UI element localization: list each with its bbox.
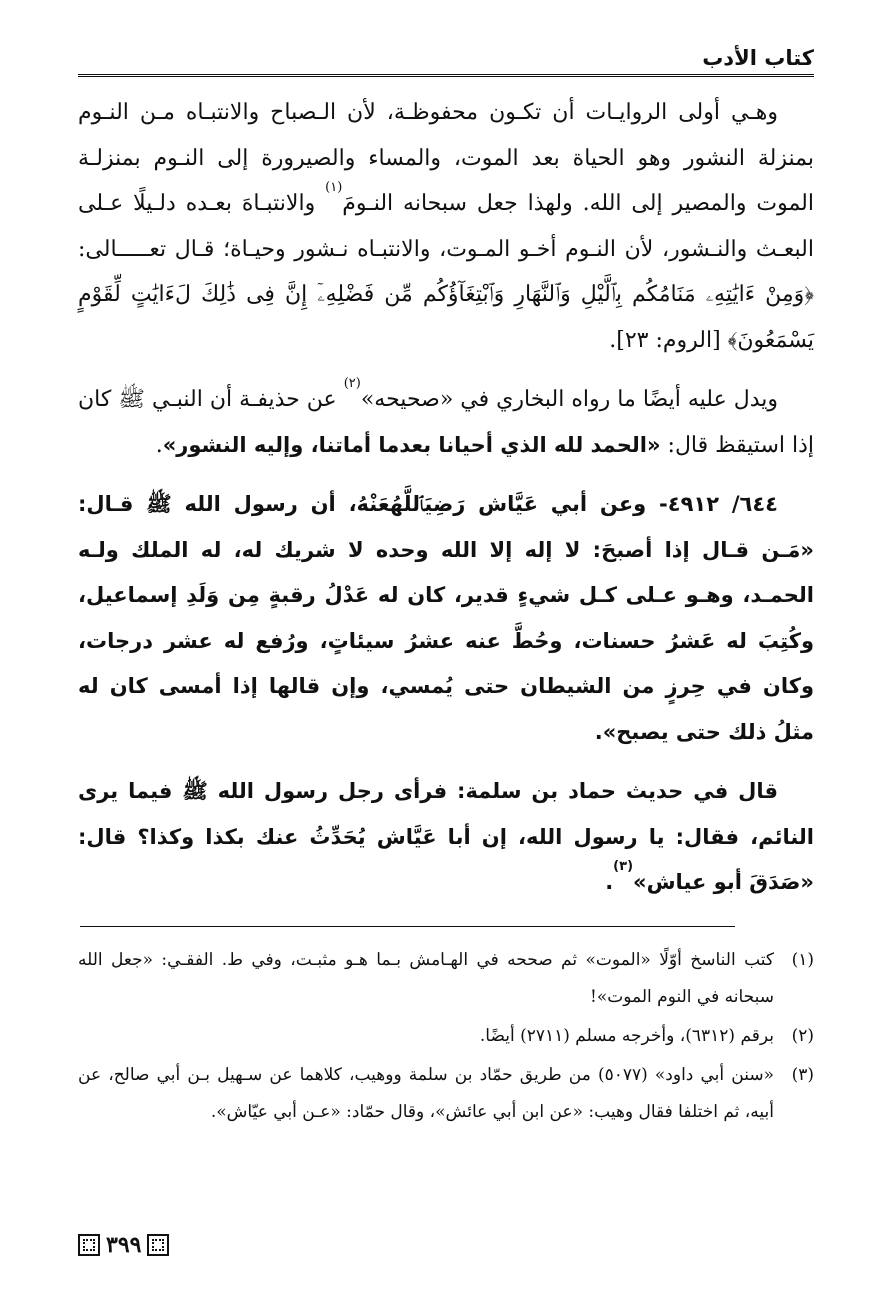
paragraph-1 (78, 90, 814, 363)
footnotes (78, 942, 814, 1133)
hadith-text: قال في حديث حماد بن سلمة: فرأى رجل رسول الله ﷺ فيما يرى النائم، فقال: يا رسول الله، إن أبا عَيَّاش يُحَدِّثُ عنك بكذا وكذا؟ قال: «صَدَقَ أبو عياش» (78, 779, 814, 894)
footnote-text: «سنن أبي داود» (٥٠٧٧) من طريق حمّاد بن سلمة ووهيب، كلاهما عن سـهيل بـن أبي صالح، عن أبيه، ثم اختلفا فقال وهيب: «عن ابن أبي عائش»، وقال حمّاد: «عـن أبي عيّاش». (78, 1065, 774, 1122)
footnote-text: برقم (٦٣١٢)، وأخرجه مسلم (٢٧١١) أيضًا. (479, 1026, 774, 1046)
footnote-3 (78, 1057, 814, 1131)
page-number (78, 1232, 169, 1258)
hadith-text: ٦٤٤/ ٤٩١٢- وعن أبي عَيَّاش رَضِيَٱللَّهُعَنْهُ، أن رسول الله ﷺ قـال: «مَـن قـال إذا أصبحَ: لا إله إلا الله وحده لا شريك له، له الملك ولـه الحمـد، وهـو عـلى كـل شيءٍ قدير، كان له عَدْلُ رقبةٍ مِن وَلَدِ إسماعيل، وكُتِبَ له عَشرُ حسنات، وحُطَّ عنه عشرُ سيئاتٍ، ورُفع له عشر درجات، وكان في حِرزٍ من الشيطان حتى يُمسي، وإن قالها إذا أمسى كان له مثلُ ذلك حتى يصبح». (78, 492, 814, 744)
hadith-644 (78, 482, 814, 755)
footnote-1 (78, 942, 814, 1016)
hadith-quote: «الحمد لله الذي أحيانا بعدما أماتنا، وإليه النشور» (162, 432, 661, 457)
footnote-number: (٣) (791, 1065, 814, 1085)
footnote-ref-3[interactable]: (٣) (613, 859, 634, 874)
running-header (78, 44, 814, 77)
paragraph-2 (78, 377, 814, 468)
ornament-icon (78, 1234, 100, 1256)
main-text (78, 90, 814, 920)
paragraph-text: عن حذيفـة أن النبـي ﷺ كان إذا استيقظ قال: (78, 387, 814, 458)
page-number-text: ٣٩٩ (106, 1232, 142, 1258)
footnote-ref-1[interactable]: (١) (325, 180, 343, 195)
footnote-2 (78, 1018, 814, 1055)
paragraph-text: وهـي أولى الروايـات أن تكـون محفوظـة، لأن الـصباح والانتبـاه مـن النـوم بمنزلة النشور وهو الحياة بعد الموت، والمساء والصيرورة إلى النـوم بمنزلـة الموت والمصير إلى الله. ولهذا جعل سبحانه النـومَ (78, 100, 814, 216)
paragraph-4 (78, 769, 814, 906)
paragraph-text: . (605, 870, 614, 894)
footnote-text: كتب الناسخ أوّلًا «الموت» ثم صححه في الهـامش بـما هـو مثبـت، وفي ط. الفقـي: «جعل الله سبحانه في النوم الموت»! (78, 950, 774, 1007)
ornament-icon (147, 1234, 169, 1256)
footnote-divider (80, 926, 735, 927)
page (78, 0, 814, 1290)
paragraph-text: والانتبـاهَ بعـده دلـيلًا عـلى البعـث والنـشور، لأن النـوم أخـو المـوت، والانتبـاه نـشور وحيـاة؛ قـال تعـــــالى: ﴿وَمِنْ ءَايَٰتِهِۦ مَنَامُكُم بِٱلَّيْلِ وَٱلنَّهَارِ وَٱبْتِغَآؤُكُم مِّن فَضْلِهِۦٓ إِنَّ فِى ذَٰلِكَ لَءَايَٰتٍ لِّقَوْمٍ يَسْمَعُونَ﴾ [الروم: ٢٣]. (78, 191, 814, 353)
paragraph-text: . (155, 432, 163, 458)
footnote-ref-2[interactable]: (٢) (343, 376, 361, 391)
header-title: كتاب الأدب (702, 46, 814, 70)
footnote-number: (١) (791, 950, 814, 970)
footnote-number: (٢) (791, 1026, 814, 1046)
paragraph-text: ويدل عليه أيضًا ما رواه البخاري في «صحيحه» (360, 387, 778, 412)
